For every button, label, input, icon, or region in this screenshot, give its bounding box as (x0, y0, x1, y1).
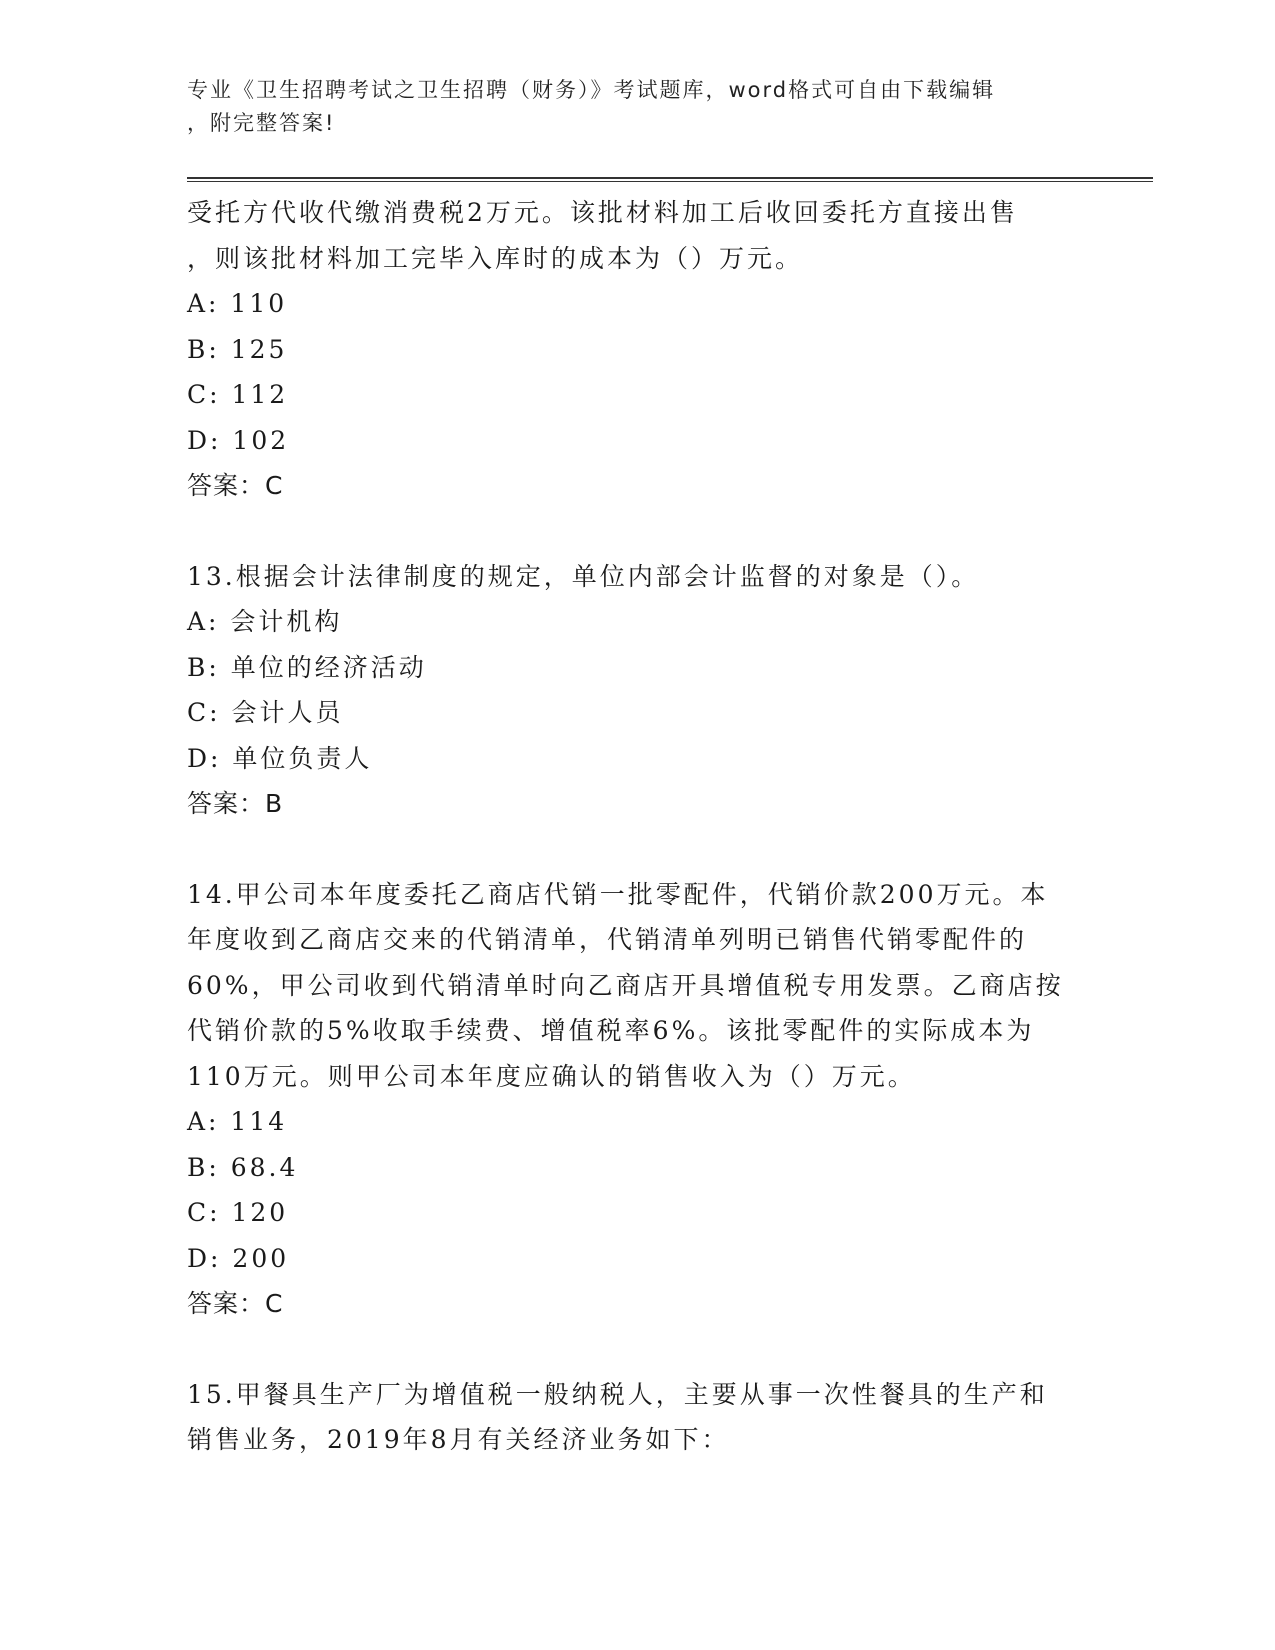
option-b: B: 125 (187, 334, 288, 364)
question-13 (187, 554, 1087, 827)
question-text-line: 受托方代收代缴消费税2万元。该批材料加工后收回委托方直接出售 (187, 198, 1018, 227)
answer-line: 答案：C (187, 1289, 284, 1318)
question-text-line: 60%，甲公司收到代销清单时向乙商店开具增值税专用发票。乙商店按 (187, 970, 1064, 1000)
option-c: C: 会计人员 (187, 698, 344, 727)
header-divider (187, 177, 1153, 182)
question-text-line: 110万元。则甲公司本年度应确认的销售收入为（）万元。 (187, 1061, 916, 1091)
question-text-line: ，则该批材料加工完毕入库时的成本为（）万元。 (187, 243, 804, 273)
option-d: D: 200 (187, 1243, 290, 1273)
option-d: D: 102 (187, 425, 290, 455)
option-b: B: 单位的经济活动 (187, 652, 427, 682)
document-body (187, 190, 1087, 1463)
question-15 (187, 1372, 1087, 1463)
header-line-1: 专业《卫生招聘考试之卫生招聘（财务）》考试题库，word格式可自由下载编辑 (187, 78, 996, 102)
spacer (187, 1327, 1087, 1372)
page-header (187, 74, 1087, 140)
option-c: C: 120 (187, 1198, 289, 1227)
answer-line: 答案：C (187, 471, 284, 500)
answer-line: 答案：B (187, 789, 284, 818)
question-text-line: 14.甲公司本年度委托乙商店代销一批零配件，代销价款200万元。本 (187, 879, 1049, 909)
question-text-line: 销售业务，2019年8月有关经济业务如下： (187, 1425, 730, 1454)
option-c: C: 112 (187, 380, 289, 409)
question-14 (187, 872, 1087, 1327)
option-a: A: 110 (187, 289, 288, 318)
header-line-2: ，附完整答案! (187, 111, 336, 135)
question-text-line: 年度收到乙商店交来的代销清单，代销清单列明已销售代销零配件的 (187, 925, 1028, 954)
option-b: B: 68.4 (187, 1152, 299, 1182)
question-text-line: 13.根据会计法律制度的规定，单位内部会计监督的对象是（）。 (187, 561, 980, 591)
option-d: D: 单位负责人 (187, 743, 373, 773)
question-text-line: 代销价款的5%收取手续费、增值税率6%。该批零配件的实际成本为 (187, 1016, 1035, 1045)
question-text-line: 15.甲餐具生产厂为增值税一般纳税人，主要从事一次性餐具的生产和 (187, 1379, 1048, 1409)
spacer (187, 509, 1087, 554)
option-a: A: 114 (187, 1107, 288, 1136)
question-12-continuation (187, 190, 1087, 509)
option-a: A: 会计机构 (187, 607, 343, 636)
spacer (187, 827, 1087, 872)
